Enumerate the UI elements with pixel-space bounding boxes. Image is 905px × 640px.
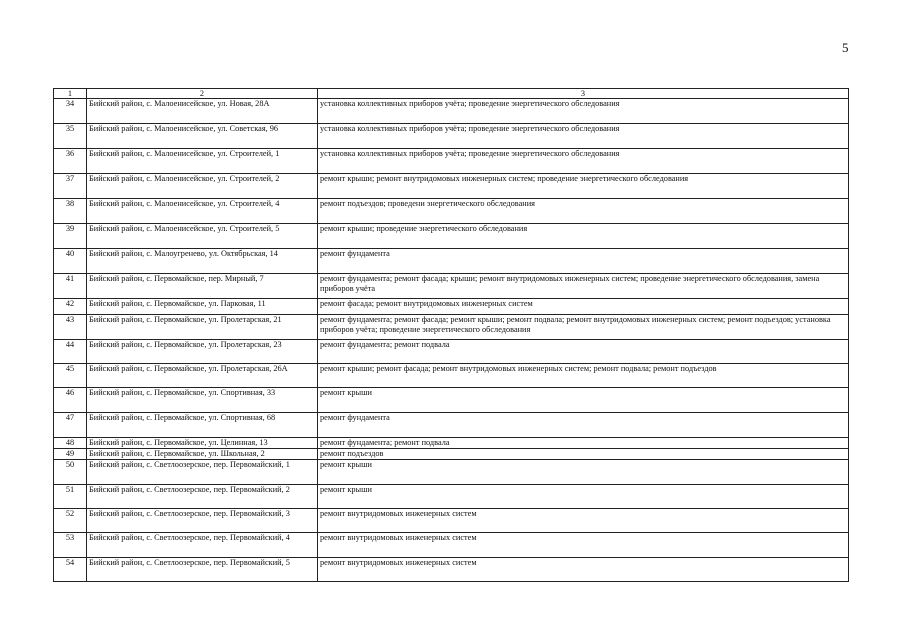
table-header-row <box>54 89 849 99</box>
works-cell: ремонт подъездов <box>318 449 849 460</box>
address-cell: Бийский район, с. Светлоозерское, пер. Первомайский, 2 <box>87 485 318 509</box>
address-cell: Бийский район, с. Первомайское, ул. Спортивная, 68 <box>87 413 318 438</box>
works-cell: ремонт крыши <box>318 388 849 413</box>
row-number-cell: 34 <box>54 99 87 124</box>
address-cell: Бийский район, с. Первомайское, ул. Спортивная, 33 <box>87 388 318 413</box>
table-row <box>54 315 849 340</box>
works-cell: ремонт внутридомовых инженерных систем <box>318 509 849 533</box>
row-number-cell: 52 <box>54 509 87 533</box>
works-cell: ремонт внутридомовых инженерных систем <box>318 558 849 582</box>
table-row <box>54 124 849 149</box>
table-row <box>54 249 849 274</box>
table-row <box>54 224 849 249</box>
column-header-address: 2 <box>87 89 318 99</box>
row-number-cell: 42 <box>54 299 87 315</box>
table-row <box>54 364 849 388</box>
table-row <box>54 149 849 174</box>
table-row <box>54 340 849 364</box>
table-row <box>54 174 849 199</box>
row-number-cell: 41 <box>54 274 87 299</box>
table-row <box>54 438 849 449</box>
address-cell: Бийский район, с. Первомайское, ул. Пролетарская, 23 <box>87 340 318 364</box>
row-number-cell: 50 <box>54 460 87 485</box>
table-row <box>54 388 849 413</box>
row-number-cell: 49 <box>54 449 87 460</box>
works-cell: ремонт фундамента <box>318 413 849 438</box>
table-row <box>54 99 849 124</box>
works-cell: ремонт внутридомовых инженерных систем <box>318 533 849 558</box>
table-row <box>54 533 849 558</box>
address-cell: Бийский район, с. Малоугренево, ул. Октябрьская, 14 <box>87 249 318 274</box>
address-cell: Бийский район, с. Малоенисейское, ул. Строителей, 4 <box>87 199 318 224</box>
row-number-cell: 45 <box>54 364 87 388</box>
address-cell: Бийский район, с. Малоенисейское, ул. Советская, 96 <box>87 124 318 149</box>
works-cell: ремонт фундамента; ремонт подвала <box>318 340 849 364</box>
address-cell: Бийский район, с. Первомайское, пер. Мирный, 7 <box>87 274 318 299</box>
table-row <box>54 460 849 485</box>
table-row <box>54 558 849 582</box>
works-cell: ремонт крыши; ремонт внутридомовых инженерных систем; проведение энергетического обследования <box>318 174 849 199</box>
row-number-cell: 53 <box>54 533 87 558</box>
row-number-cell: 38 <box>54 199 87 224</box>
address-cell: Бийский район, с. Первомайское, ул. Пролетарская, 21 <box>87 315 318 340</box>
works-cell: ремонт фундамента <box>318 249 849 274</box>
works-cell: ремонт крыши <box>318 485 849 509</box>
table-row <box>54 413 849 438</box>
column-header-works: 3 <box>318 89 849 99</box>
row-number-cell: 36 <box>54 149 87 174</box>
works-cell: ремонт крыши; ремонт фасада; ремонт внутридомовых инженерных систем; ремонт подвала; ремонт подъездов <box>318 364 849 388</box>
address-cell: Бийский район, с. Светлоозерское, пер. Первомайский, 1 <box>87 460 318 485</box>
row-number-cell: 51 <box>54 485 87 509</box>
table-row <box>54 274 849 299</box>
address-cell: Бийский район, с. Малоенисейское, ул. Строителей, 5 <box>87 224 318 249</box>
row-number-cell: 54 <box>54 558 87 582</box>
address-cell: Бийский район, с. Первомайское, ул. Школьная, 2 <box>87 449 318 460</box>
address-cell: Бийский район, с. Первомайское, ул. Пролетарская, 26А <box>87 364 318 388</box>
address-cell: Бийский район, с. Первомайское, ул. Целинная, 13 <box>87 438 318 449</box>
address-cell: Бийский район, с. Светлоозерское, пер. Первомайский, 3 <box>87 509 318 533</box>
row-number-cell: 40 <box>54 249 87 274</box>
address-cell: Бийский район, с. Светлоозерское, пер. Первомайский, 4 <box>87 533 318 558</box>
row-number-cell: 35 <box>54 124 87 149</box>
works-cell: установка коллективных приборов учёта; проведение энергетического обследования <box>318 149 849 174</box>
works-cell: установка коллективных приборов учёта; проведение энергетического обследования <box>318 124 849 149</box>
table-row <box>54 509 849 533</box>
works-cell: ремонт фасада; ремонт внутридомовых инженерных систем <box>318 299 849 315</box>
address-cell: Бийский район, с. Первомайское, ул. Парковая, 11 <box>87 299 318 315</box>
address-cell: Бийский район, с. Малоенисейское, ул. Новая, 28А <box>87 99 318 124</box>
column-header-number: 1 <box>54 89 87 99</box>
address-cell: Бийский район, с. Светлоозерское, пер. Первомайский, 5 <box>87 558 318 582</box>
row-number-cell: 43 <box>54 315 87 340</box>
row-number-cell: 46 <box>54 388 87 413</box>
works-cell: ремонт фундамента; ремонт фасада; ремонт крыши; ремонт подвала; ремонт внутридомовых инженерных систем; ремонт подъездов; установка приборов учёта; проведение энергетического обследования <box>318 315 849 340</box>
row-number-cell: 48 <box>54 438 87 449</box>
address-cell: Бийский район, с. Малоенисейское, ул. Строителей, 1 <box>87 149 318 174</box>
row-number-cell: 39 <box>54 224 87 249</box>
row-number-cell: 37 <box>54 174 87 199</box>
row-number-cell: 47 <box>54 413 87 438</box>
works-cell: ремонт крыши; проведение энергетического обследования <box>318 224 849 249</box>
table-row <box>54 299 849 315</box>
works-cell: ремонт фундамента; ремонт фасада; крыши; ремонт внутридомовых инженерных систем; проведение энергетического обследования, замена приборов учёта <box>318 274 849 299</box>
works-table-body <box>54 89 849 582</box>
works-table <box>53 88 849 582</box>
row-number-cell: 44 <box>54 340 87 364</box>
works-cell: ремонт подъездов; проведени энергетического обследования <box>318 199 849 224</box>
table-row <box>54 199 849 224</box>
works-cell: установка коллективных приборов учёта; проведение энергетического обследования <box>318 99 849 124</box>
address-cell: Бийский район, с. Малоенисейское, ул. Строителей, 2 <box>87 174 318 199</box>
works-cell: ремонт крыши <box>318 460 849 485</box>
works-cell: ремонт фундамента; ремонт подвала <box>318 438 849 449</box>
table-row <box>54 485 849 509</box>
table-row <box>54 449 849 460</box>
page-number: 5 <box>842 40 849 55</box>
